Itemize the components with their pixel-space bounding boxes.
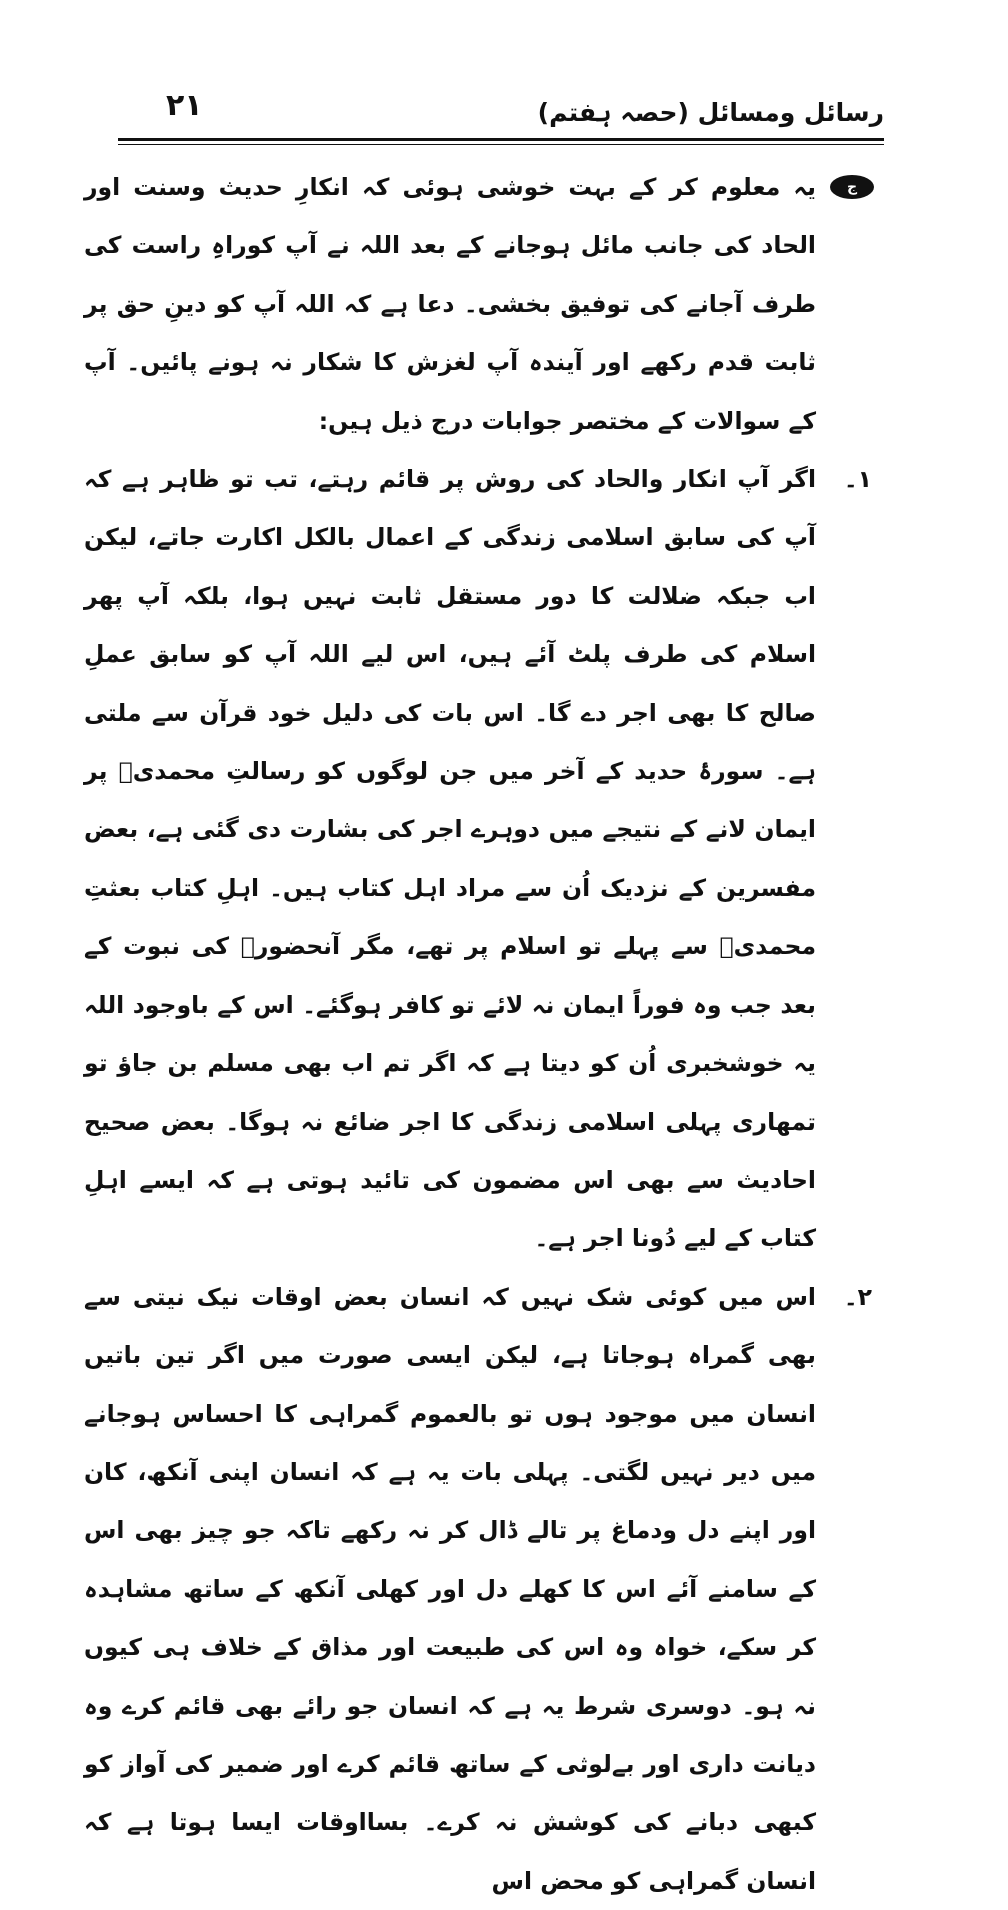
running-title: رسائل ومسائل (حصہ ہفتم) bbox=[537, 98, 884, 127]
item-number: ۲۔ bbox=[843, 1282, 872, 1311]
item-text: اس میں کوئی شک نہیں کہ انسان بعض اوقات نیک نیتی سے بھی گمراہ ہوجاتا ہے، لیکن ایسی صورت میں اگر تین باتیں انسان میں موجود ہوں تو بالعموم گمراہی کا احساس ہوجانے میں دیر نہیں لگتی۔ پہلی بات یہ ہے کہ انسان اپنی آنکھ، کان اور اپنے دل ودماغ پر تالے ڈال کر نہ رکھے تاکہ جو چیز بھی اس کے سامنے آئے اس کا کھلے دل اور کھلی آنکھ کے ساتھ مشاہدہ کر سکے، خواہ وہ اس کی طبیعت اور مذاق کے خلاف ہی کیوں نہ ہو۔ دوسری شرط یہ ہے کہ انسان جو رائے بھی قائم کرے وہ دیانت داری اور بےلوثی کے ساتھ قائم کرے اور ضمیر کی آواز کو کبھی دبانے کی کوشش نہ کرے۔ بسااوقات ایسا ہوتا ہے کہ انسان گمراہی کو محض اس bbox=[84, 1282, 816, 1895]
item-number: ۱۔ bbox=[843, 465, 872, 494]
page-body bbox=[84, 158, 874, 1910]
answer-text: یہ معلوم کر کے بہت خوشی ہوئی کہ انکارِ حدیث وسنت اور الحاد کی جانب مائل ہوجانے کے بعد اللہ نے آپ کوراہِ راست کی طرف آجانے کی توفیق بخشی۔ دعا ہے کہ اللہ آپ کو دینِ حق پر ثابت قدم رکھے اور آیندہ آپ لغزش کا شکار نہ ہونے پائیں۔ آپ کے سوالات کے مختصر جوابات درج ذیل ہیں: bbox=[84, 173, 816, 435]
list-item bbox=[84, 1268, 874, 1910]
item-text: اگر آپ انکار والحاد کی روش پر قائم رہتے، تب تو ظاہر ہے کہ آپ کی سابق اسلامی زندگی کے اعمال بالکل اکارت جاتے، لیکن اب جبکہ ضلالت کا دور مستقل ثابت نہیں ہوا، بلکہ آپ پھر اسلام کی طرف پلٹ آئے ہیں، اس لیے اللہ آپ کو سابق عملِ صالح کا بھی اجر دے گا۔ اس بات کی دلیل خود قرآن سے ملتی ہے۔ سورۂ حدید کے آخر میں جن لوگوں کو رسالتِ محمدیؐ پر ایمان لانے کے نتیجے میں دوہرے اجر کی بشارت دی گئی ہے، بعض مفسرین کے نزدیک اُن سے مراد اہل کتاب ہیں۔ اہلِ کتاب بعثتِ محمدیؐ سے پہلے تو اسلام پر تھے، مگر آنحضورؐ کی نبوت کے بعد جب وہ فوراً ایمان نہ لائے تو کافر ہوگئے۔ اس کے باوجود اللہ یہ خوشخبری اُن کو دیتا ہے کہ اگر تم اب بھی مسلم بن جاؤ تو تمھاری پہلی اسلامی زندگی کا اجر ضائع نہ ہوگا۔ بعض صحیح احادیث سے بھی اس مضمون کی تائید ہوتی ہے کہ ایسے اہلِ کتاب کے لیے دُونا اجر ہے۔ bbox=[84, 465, 816, 1253]
page-number: ۲۱ bbox=[166, 88, 203, 123]
list-item bbox=[84, 450, 874, 1268]
header-rule-thin bbox=[118, 144, 884, 145]
header-rule-thick bbox=[118, 138, 884, 141]
answer-paragraph bbox=[84, 158, 874, 450]
page-header bbox=[118, 80, 884, 138]
answer-badge: ج bbox=[830, 175, 874, 199]
